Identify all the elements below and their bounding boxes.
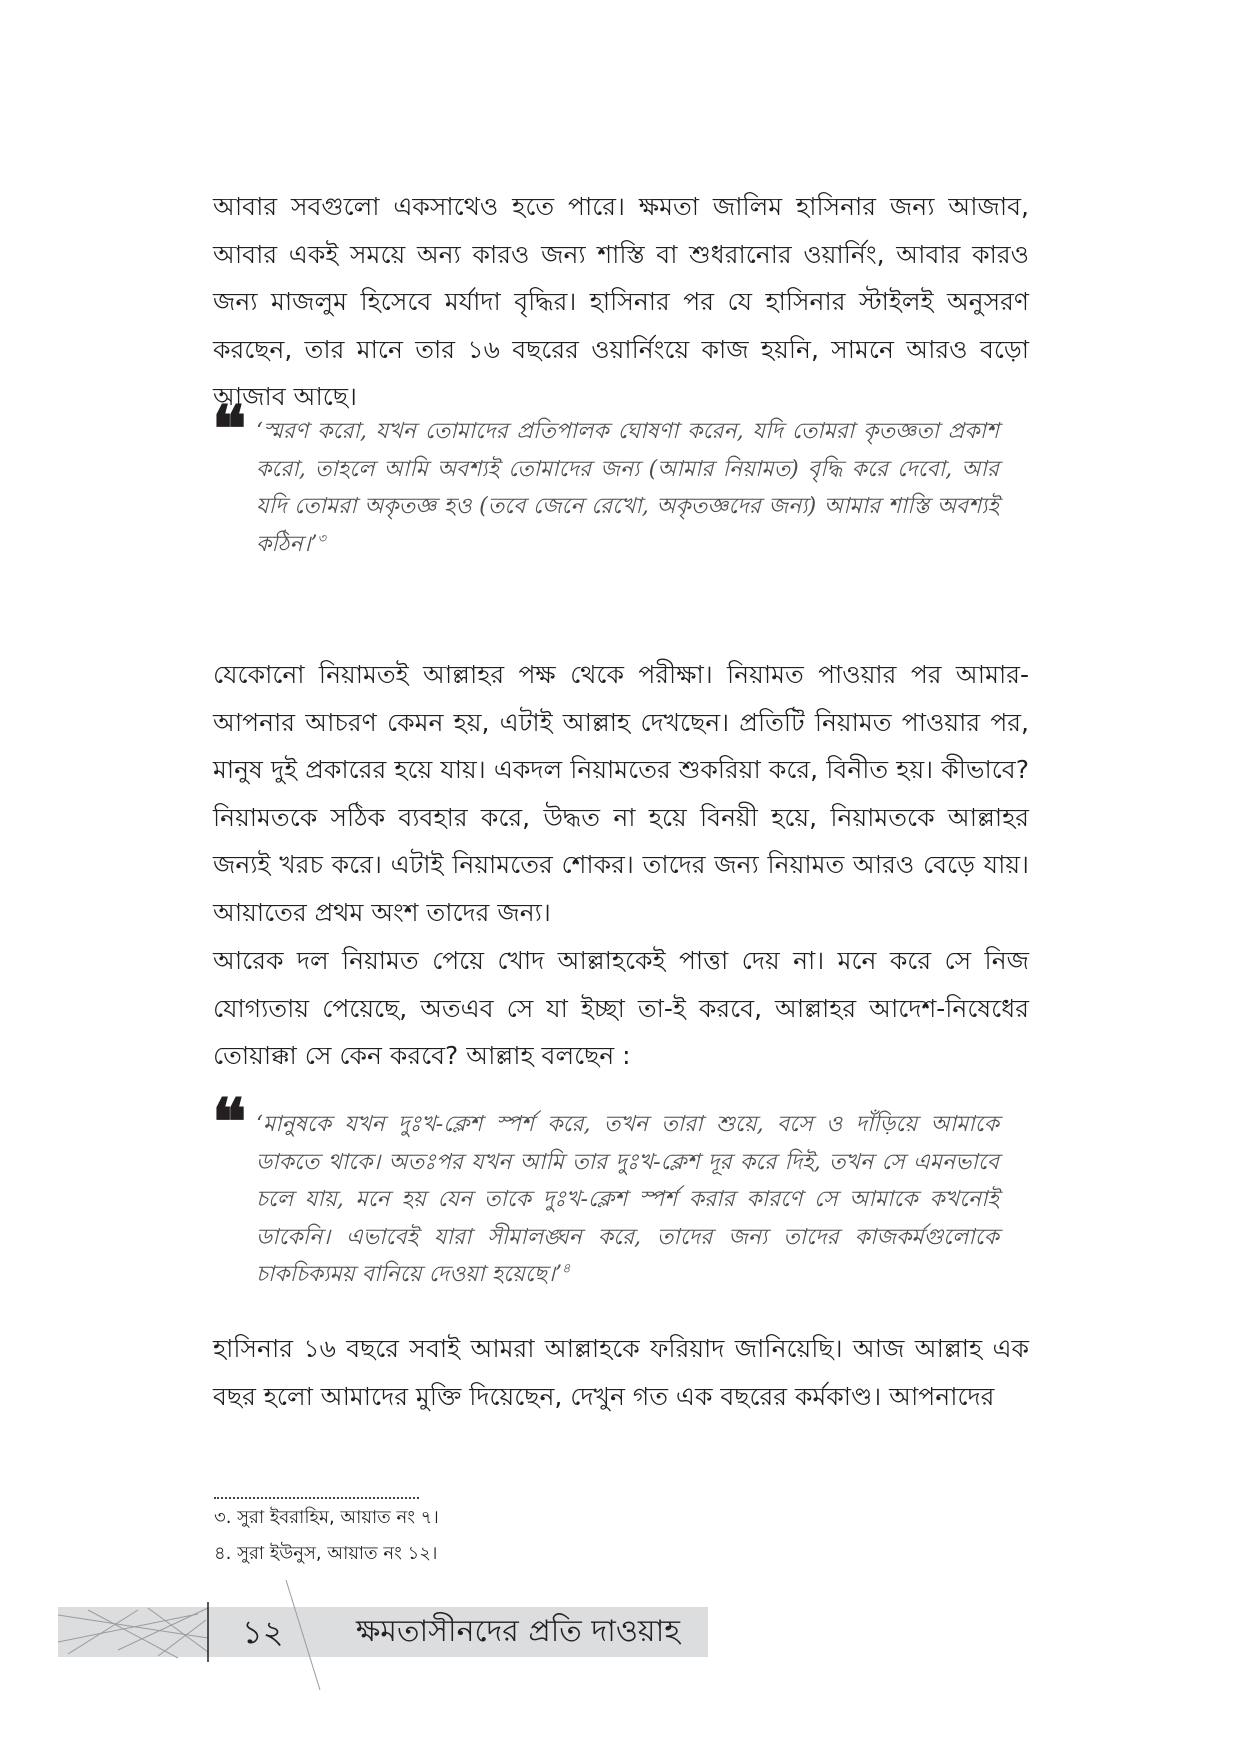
body-paragraph: আরেক দল নিয়ামত পেয়ে খোদ আল্লাহকেই পাত্তা দেয় না। মনে করে সে নিজ যোগ্যতায় পেয়েছে, অতএব সে যা ইচ্ছা তা-ই করবে, আল্লাহর আদেশ-নিষেধের তোয়াক্কা সে কেন করবে? আল্লাহ বলছেন : [213, 946, 1029, 1070]
page-number: ১২ [242, 1613, 284, 1651]
quote-text: ‘মানুষকে যখন দুঃখ-ক্লেশ স্পর্শ করে, তখন তারা শুয়ে, বসে ও দাঁড়িয়ে আমাকে ডাকতে থাকে। অতঃপর যখন আমি তার দুঃখ-ক্লেশ দূর করে দিই, তখন সে এমনভাবে চলে যায়, মনে হয় যেন তাকে দুঃখ-ক্লেশ স্পর্শ করার কারণে সে আমাকে কখনোই ডাকেনি। এভাবেই যারা সীমালঙ্ঘন করে, তাদের জন্য তাদের কাজকর্মগুলোকে চাকচিক্যময় বানিয়ে দেওয়া হয়েছে।’ [256, 1112, 999, 1287]
footer-decoration-icon [58, 1580, 358, 1690]
quran-quote [256, 1106, 999, 1294]
quote-mark-icon: ❝ [212, 1085, 247, 1160]
footnote: ৪. সুরা ইউনুস, আয়াত নং ১২। [214, 1543, 438, 1564]
body-paragraph: যেকোনো নিয়ামতই আল্লাহর পক্ষ থেকে পরীক্ষা। নিয়ামত পাওয়ার পর আমার-আপনার আচরণ কেমন হয়, এটাই আল্লাহ দেখছেন। প্রতিটি নিয়ামত পাওয়ার পর, মানুষ দুই প্রকারের হয়ে যায়। একদল নিয়ামতের শুকরিয়া করে, বিনীত হয়। কীভাবে? নিয়ামতকে সঠিক ব্যবহার করে, উদ্ধত না হয়ে বিনয়ী হয়ে, নিয়ামতকে আল্লাহর জন্যই খরচ করে। এটাই নিয়ামতের শোকর। তাদের জন্য নিয়ামত আরও বেড়ে যায়। আয়াতের প্রথম অংশ তাদের জন্য। [213, 660, 1029, 927]
running-title: ক্ষমতাসীনদের প্রতি দাওয়াহ [356, 1614, 681, 1649]
footnote-ref[interactable]: ৪ [562, 1261, 571, 1277]
body-paragraph: আবার সবগুলো একসাথেও হতে পারে। ক্ষমতা জালিম হাসিনার জন্য আজাব, আবার একই সময়ে অন্য কারও জন্য শাস্তি বা শুধরানোর ওয়ার্নিং, আবার কারও জন্য মাজলুম হিসেবে মর্যাদা বৃদ্ধির। হাসিনার পর যে হাসিনার স্টাইলই অনুসরণ করছেন, তার মানে তার ১৬ বছরের ওয়ার্নিংয়ে কাজ হয়নি, সামনে আরও বড়ো আজাব আছে। [213, 192, 1029, 411]
footnote-ref[interactable]: ৩ [317, 531, 326, 547]
footnote-divider [214, 1497, 419, 1499]
quote-text: ‘স্মরণ করো, যখন তোমাদের প্রতিপালক ঘোষণা করেন, যদি তোমরা কৃতজ্ঞতা প্রকাশ করো, তাহলে আমি অবশ্যই তোমাদের জন্য (আমার নিয়ামত) বৃদ্ধি করে দেবো, আর যদি তোমরা অকৃতজ্ঞ হও (তবে জেনে রেখো, অকৃতজ্ঞদের জন্য) আমার শাস্তি অবশ্যই কঠিন।’ [256, 419, 999, 557]
quran-quote [256, 413, 999, 563]
footnote: ৩. সুরা ইবরাহিম, আয়াত নং ৭। [214, 1507, 439, 1528]
quote-mark-icon: ❝ [212, 392, 247, 467]
body-paragraph: হাসিনার ১৬ বছরে সবাই আমরা আল্লাহকে ফরিয়াদ জানিয়েছি। আজ আল্লাহ এক বছর হলো আমাদের মুক্তি দিয়েছেন, দেখুন গত এক বছরের কর্মকাণ্ড। আপনাদের [213, 1334, 1029, 1411]
